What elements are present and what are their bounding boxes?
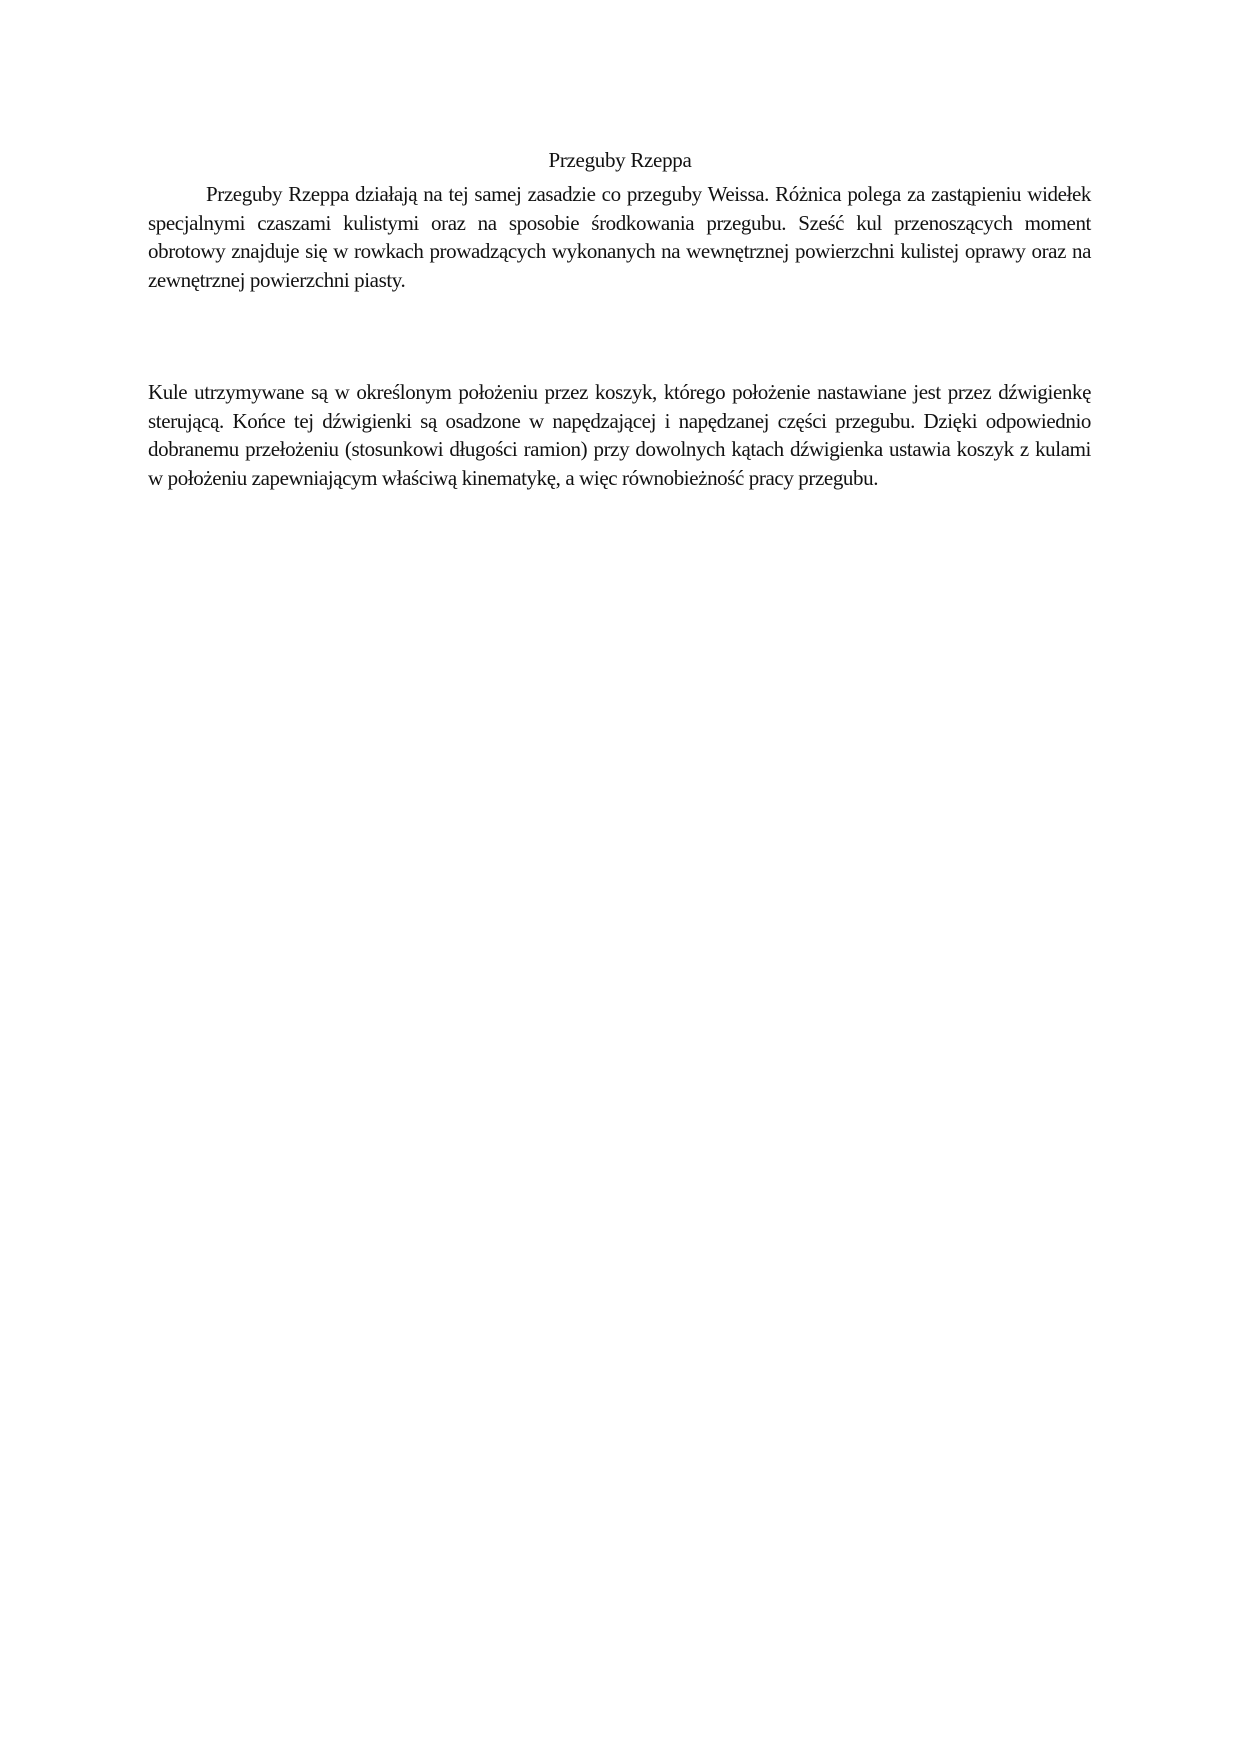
paragraph-2 xyxy=(148,378,1091,492)
paragraph-text: Kule utrzymywane są w określonym położeniu przez koszyk, którego położenie nastawiane jest przez dźwigienkę sterującą. Końce tej dźwigienki są osadzone w napędzającej i napędzanej części przegubu. Dzięki odpowiednio dobranemu przełożeniu (stosunkowi długości ramion) przy dowolnych kątach dźwigienka ustawia koszyk z kulami w położeniu zapewniającym właściwą kinematykę, a więc równobieżność pracy przegubu. xyxy=(148,380,1091,490)
paragraph-text: Przeguby Rzeppa działają na tej samej zasadzie co przeguby Weissa. Różnica polega za zastąpieniu widełek specjalnymi czaszami kulistymi oraz na sposobie środkowania przegubu. Sześć kul przenoszących moment obrotowy znajduje się w rowkach prowadzących wykonanych na wewnętrznej powierzchni kulistej oprawy oraz na zewnętrznej powierzchni piasty. xyxy=(148,182,1091,292)
paragraph-1 xyxy=(148,180,1091,294)
document-title: Przeguby Rzeppa xyxy=(548,148,692,172)
